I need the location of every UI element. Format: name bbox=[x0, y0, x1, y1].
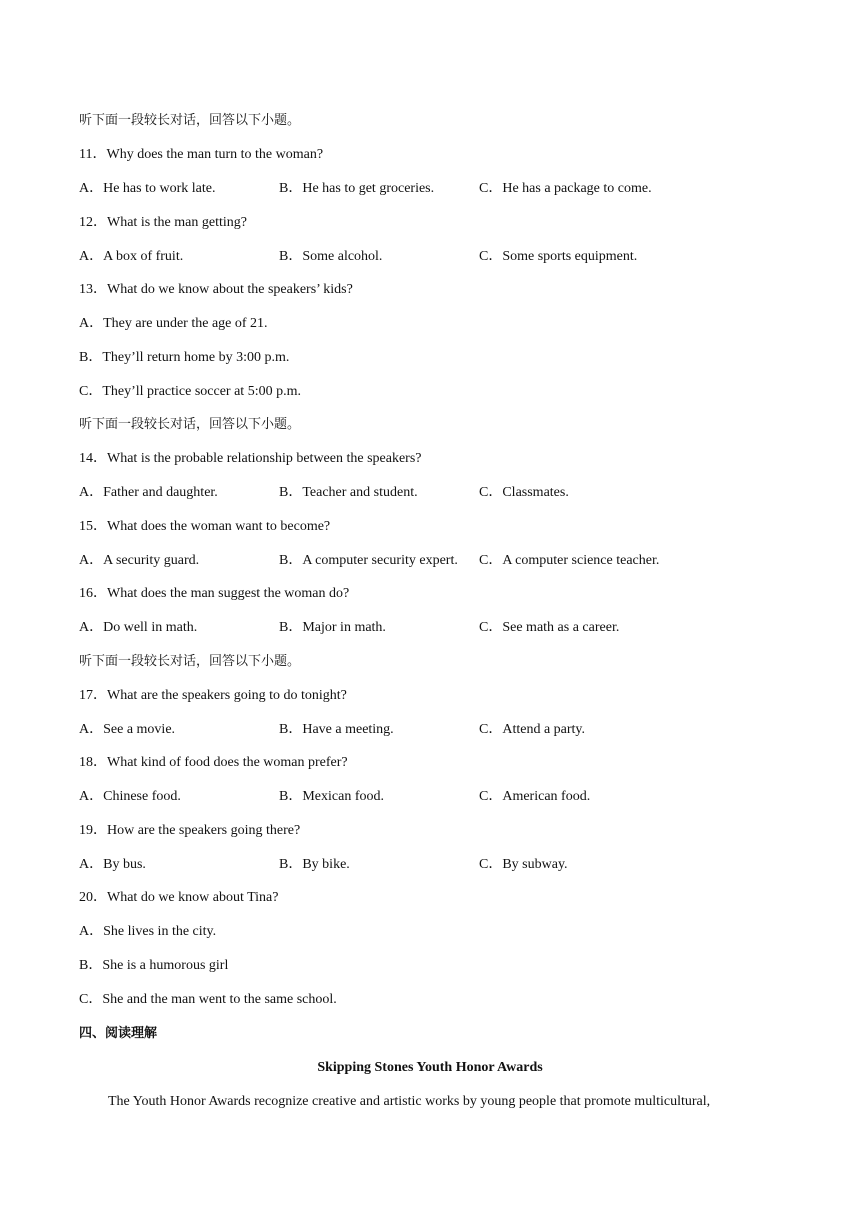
question-15: 15．What does the woman want to become? bbox=[79, 519, 331, 534]
q18-option-c: C．American food. bbox=[479, 789, 591, 804]
listening-instruction: 听下面一段较长对话，回答以下小题。 bbox=[79, 113, 301, 128]
q16-option-c: C．See math as a career. bbox=[479, 620, 620, 635]
listening-instruction: 听下面一段较长对话，回答以下小题。 bbox=[79, 654, 301, 669]
question-11: 11．Why does the man turn to the woman? bbox=[79, 147, 324, 162]
q16-option-a: A．Do well in math. bbox=[79, 620, 198, 635]
q11-option-b: B．He has to get groceries. bbox=[279, 181, 435, 196]
question-17: 17．What are the speakers going to do tonight? bbox=[79, 688, 347, 703]
q13-option-b: B．They’ll return home by 3:00 p.m. bbox=[79, 350, 290, 365]
q14-option-a: A．Father and daughter. bbox=[79, 485, 218, 500]
q17-option-a: A．See a movie. bbox=[79, 722, 176, 737]
question-14: 14．What is the probable relationship between the speakers? bbox=[79, 451, 422, 466]
question-20: 20．What do we know about Tina? bbox=[79, 890, 279, 905]
q18-option-a: A．Chinese food. bbox=[79, 789, 181, 804]
q18-option-b: B．Mexican food. bbox=[279, 789, 384, 804]
question-16: 16．What does the man suggest the woman do? bbox=[79, 586, 350, 601]
section-heading: 四、阅读理解 bbox=[79, 1026, 158, 1041]
question-13: 13．What do we know about the speakers’ kids? bbox=[79, 282, 353, 297]
passage-paragraph: The Youth Honor Awards recognize creative and artistic works by young people that promote multicultural, bbox=[108, 1094, 711, 1109]
q19-option-a: A．By bus. bbox=[79, 857, 146, 872]
q15-option-a: A．A security guard. bbox=[79, 553, 200, 568]
q11-option-a: A．He has to work late. bbox=[79, 181, 216, 196]
q13-option-c: C．They’ll practice soccer at 5:00 p.m. bbox=[79, 384, 301, 399]
q14-option-b: B．Teacher and student. bbox=[279, 485, 418, 500]
q12-option-c: C．Some sports equipment. bbox=[479, 249, 638, 264]
q20-option-a: A．She lives in the city. bbox=[79, 924, 217, 939]
q19-option-c: C．By subway. bbox=[479, 857, 568, 872]
q15-option-c: C．A computer science teacher. bbox=[479, 553, 660, 568]
passage-title: Skipping Stones Youth Honor Awards bbox=[317, 1060, 543, 1075]
q20-option-c: C．She and the man went to the same school. bbox=[79, 992, 337, 1007]
q16-option-b: B．Major in math. bbox=[279, 620, 386, 635]
q14-option-c: C．Classmates. bbox=[479, 485, 569, 500]
listening-instruction: 听下面一段较长对话，回答以下小题。 bbox=[79, 417, 301, 432]
q13-option-a: A．They are under the age of 21. bbox=[79, 316, 268, 331]
q19-option-b: B．By bike. bbox=[279, 857, 350, 872]
q17-option-c: C．Attend a party. bbox=[479, 722, 586, 737]
question-12: 12．What is the man getting? bbox=[79, 215, 247, 230]
q12-option-a: A．A box of fruit. bbox=[79, 249, 184, 264]
question-18: 18．What kind of food does the woman prefer? bbox=[79, 755, 348, 770]
q20-option-b: B．She is a humorous girl bbox=[79, 958, 229, 973]
q12-option-b: B．Some alcohol. bbox=[279, 249, 383, 264]
question-19: 19．How are the speakers going there? bbox=[79, 823, 301, 838]
q11-option-c: C．He has a package to come. bbox=[479, 181, 652, 196]
q17-option-b: B．Have a meeting. bbox=[279, 722, 394, 737]
q15-option-b: B．A computer security expert. bbox=[279, 553, 458, 568]
